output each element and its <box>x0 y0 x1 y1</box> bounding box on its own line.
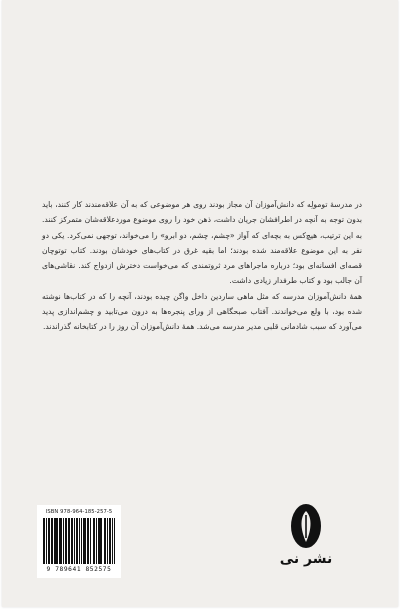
ean-number: 9 789641 852575 <box>46 566 112 573</box>
barcode-bar <box>46 518 47 564</box>
barcode-bar <box>57 518 58 564</box>
barcode-bar <box>55 518 56 564</box>
barcode-bar <box>96 518 97 564</box>
reed-pen-logo-icon <box>289 502 323 550</box>
publisher-name: نشر نی <box>279 551 333 567</box>
barcode-bar <box>105 518 106 564</box>
barcode-bar <box>110 518 111 564</box>
blurb-text <box>42 197 362 335</box>
blurb-paragraph-1: در مدرسهٔ تومولِه که دانش‌آموزان آن مجاز بودند روی هر موضوعی که به آن علاقه‌مندند کار کنند، باید بدون توجه به آنچه در اطرافشان جریان داشت، ذهن خود را روی موضوع موردعلاقه‌شان متمرکز کنند. به این ترتیب، هیچ‌کس به بچه‌ای که آواز «چشم، چشم، دو ابرو» را می‌خواند، توجهی نمی‌کرد. یکی دو نفر به این موضوع علاقه‌مند شده بودند؛ اما بقیه غرق در کتاب‌های خودشان بودند. کتاب توتوچان قصه‌ای افسانه‌ای بود؛ درباره ماجراهای مرد ثروتمندی که می‌خواست دخترش ازدواج کند. نقاشی‌های آن جالب بود و کتاب طرفدار زیادی داشت. <box>42 200 362 286</box>
barcode-bars <box>43 518 115 564</box>
barcode-bar <box>90 518 91 564</box>
barcode-bar <box>68 518 70 564</box>
isbn-text: ISBN 978-964-185-257-5 <box>45 509 113 515</box>
barcode-bar <box>79 518 80 564</box>
barcode-bar <box>107 518 108 564</box>
blurb-paragraph-2: همهٔ دانش‌آموزان مدرسه که مثل ماهی ساردین داخل واگن چیده بودند، آنچه را که در کتاب‌ها نوشته شده بود، با ولع می‌خواندند. آفتاب صبحگاهی از ورای پنجره‌ها به درون می‌تابید و چشم‌اندازی پدید می‌آورد که سبب شادمانی قلبی مدیر مدرسه می‌شد. همهٔ دانش‌آموزان آن روز را در کتابخانه گذراندند. <box>42 291 362 332</box>
barcode-bar <box>60 518 61 564</box>
barcode-bar <box>114 518 115 564</box>
barcode-bar <box>84 518 86 564</box>
barcode-bar <box>100 518 102 564</box>
barcode-bar <box>74 518 75 564</box>
barcode-label <box>37 505 121 578</box>
barcode-bar <box>51 518 53 564</box>
barcode-bar <box>112 518 113 564</box>
barcode-bar <box>63 518 64 564</box>
barcode-bar <box>94 518 95 564</box>
back-cover <box>2 0 398 607</box>
